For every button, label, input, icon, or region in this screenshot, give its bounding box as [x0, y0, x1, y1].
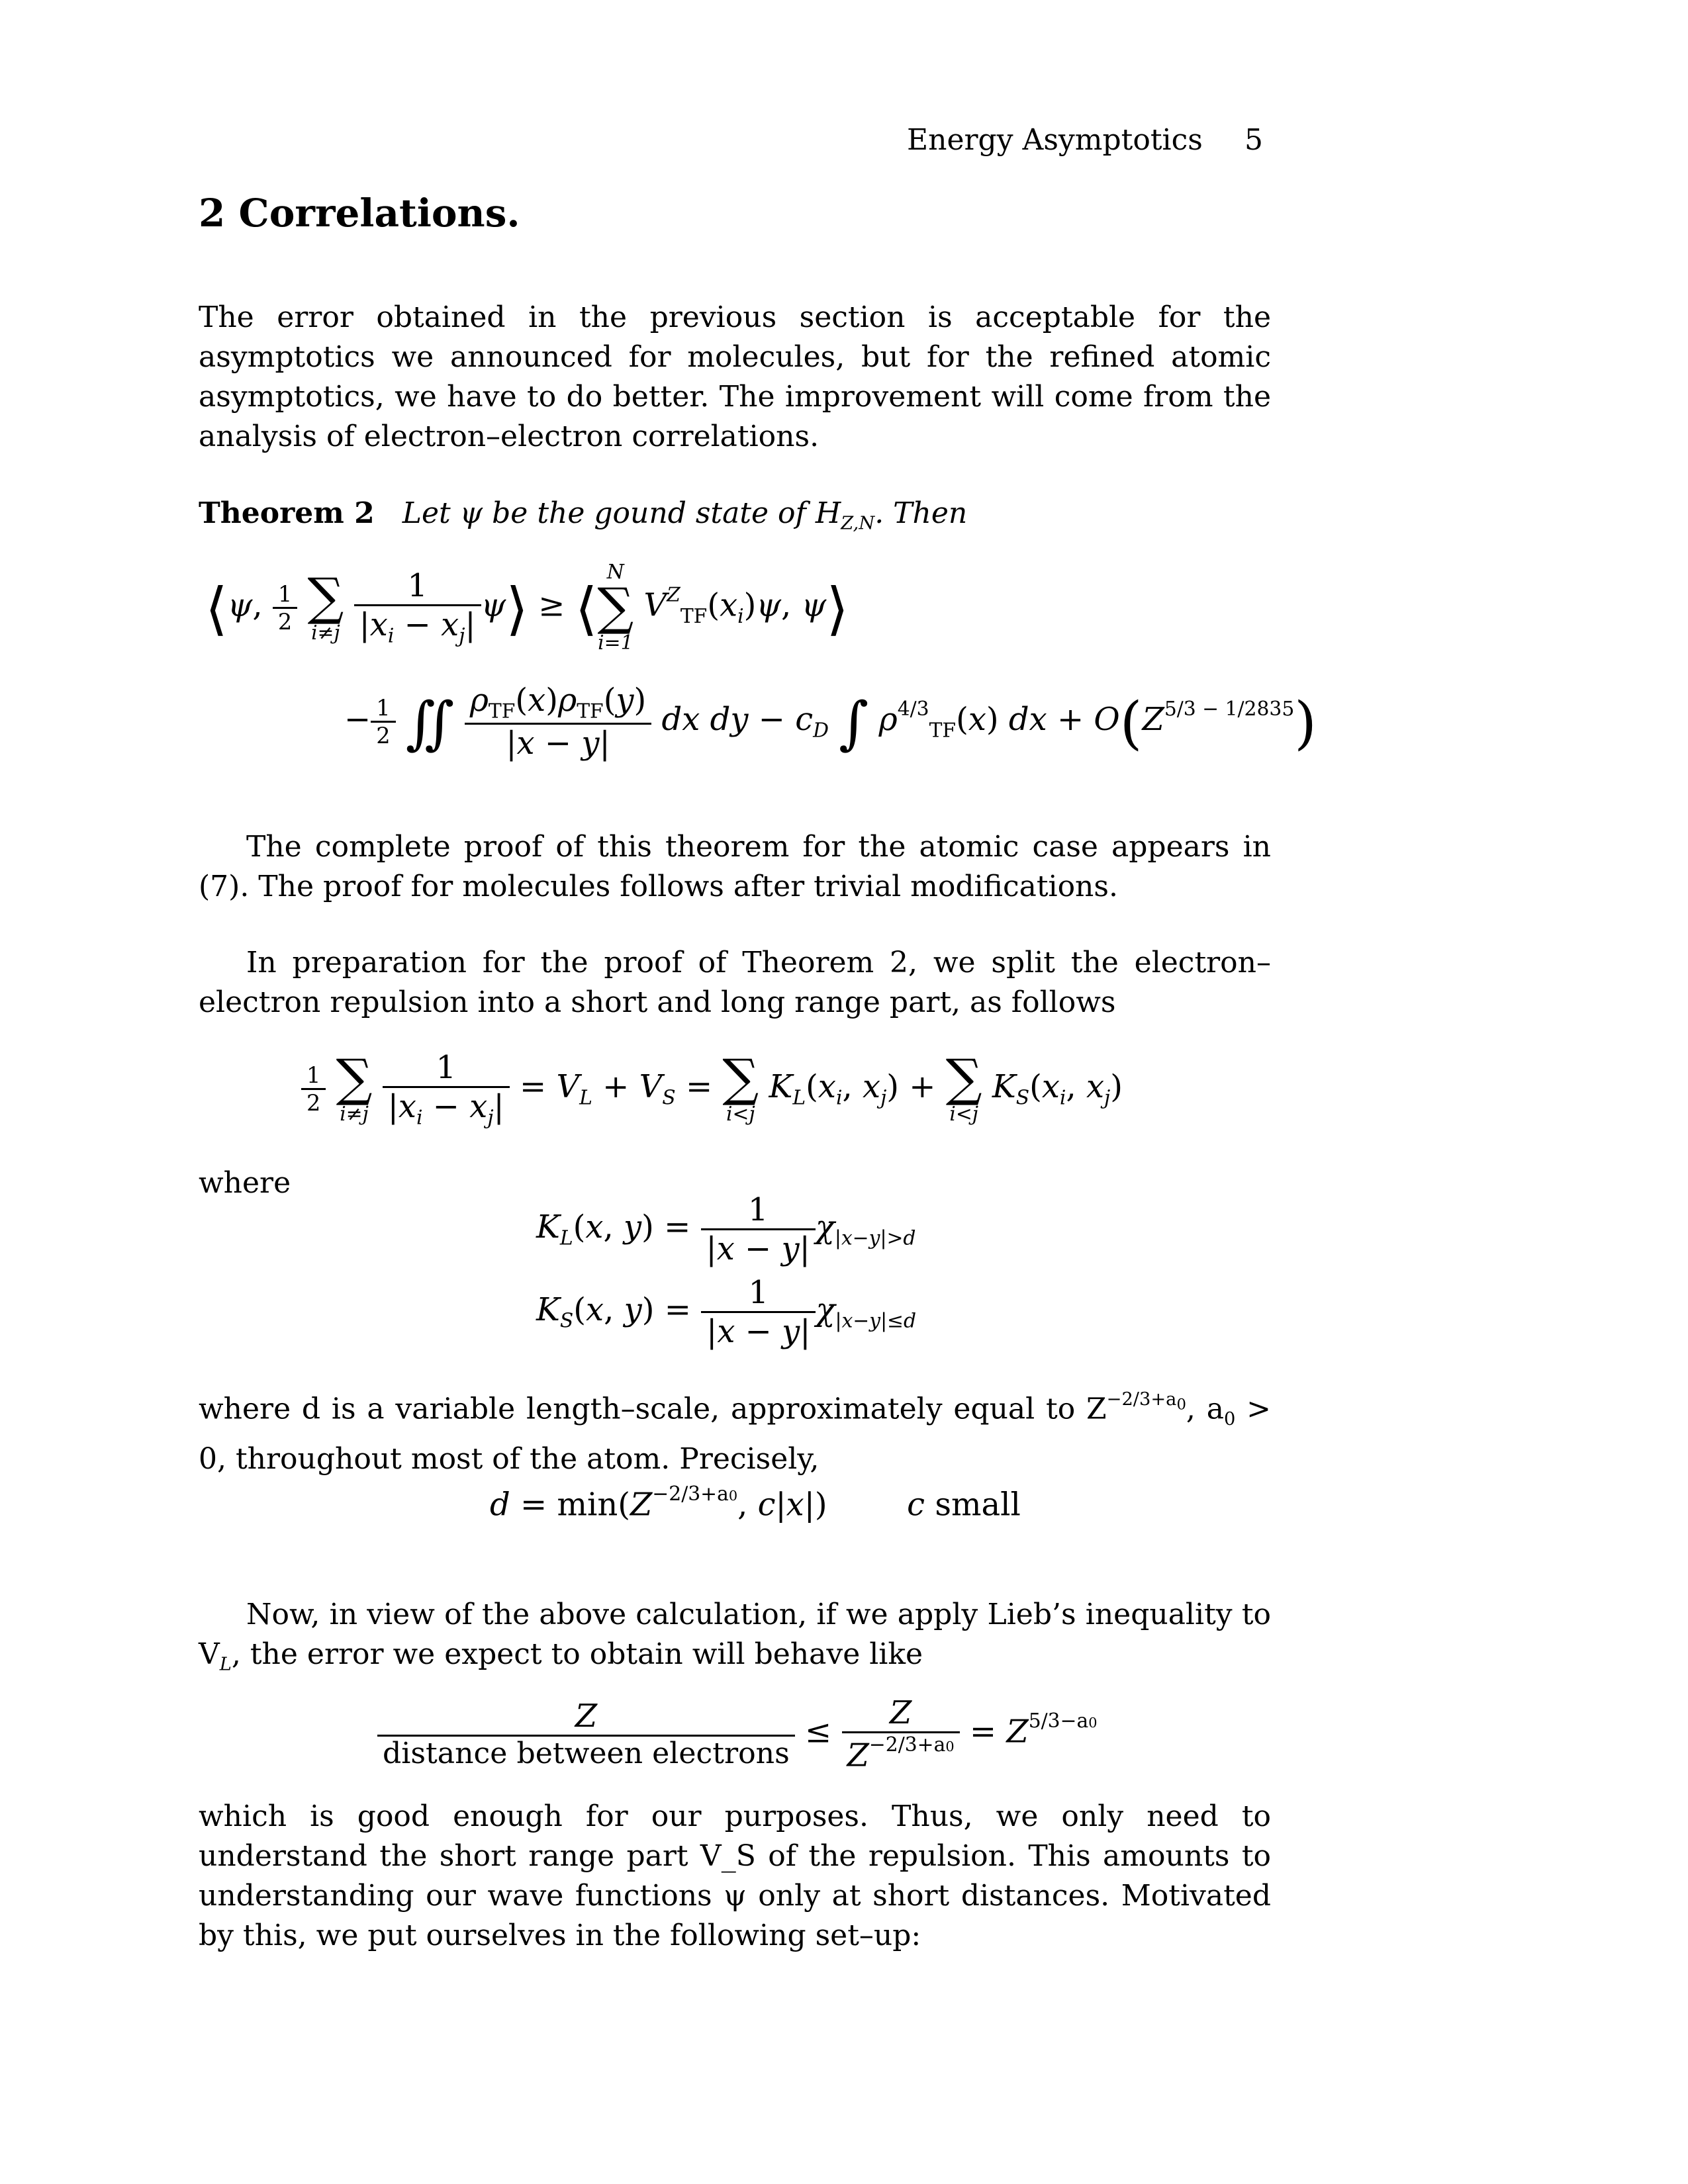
split-equation: $\frac{1}{2}$ ∑ i≠j $\frac{1}{|x_i - x_j|}$ = $V_L + V_S$ = ∑ i<j $K_L(x_i$, $x_j$) + ∑ i<j $K_S(x_i$, $x_j$): [301, 1049, 1123, 1129]
paragraph-intro: The error obtained in the previous section is acceptable for the asymptotics we announced for molecules, but for the refined atomic asymptotics, we have to do better. The improvement will come from the analysis of electron–electron correlations.: [199, 300, 1271, 453]
c-small-label: small: [935, 1486, 1021, 1524]
running-title: Energy Asymptotics: [907, 123, 1203, 157]
section-title: 2 Correlations.: [199, 191, 520, 236]
d-equation: $d = \min(Z^{-2/3+a0}$, c|x|) c small: [490, 1482, 1021, 1524]
theorem-statement: Theorem 2 Let ψ be the gound state of $H_{Z,N}$. Then: [199, 496, 968, 534]
ks-definition: $K_S(x$, y) = $\frac{1}{|x - y|}$ $\chi_{|x-y|\le d}$: [536, 1274, 917, 1350]
theorem-equation-line-2: − $\frac{1}{2}$ ∬ $\frac{\rho_{TF}(x)\rho_{TF}(y)}{|x - y|}$ dx dy − $c_D$ ∫ $\rho^{4/3}_{TF}(x)$ dx + $O(Z^{5/3 - 1/2835})$: [344, 682, 1317, 762]
paragraph-proof-reference: The complete proof of this theorem for the atomic case appears in (7). The proof for molecules follows after trivial modifications.: [199, 830, 1271, 903]
theorem-label: Theorem 2: [199, 496, 375, 530]
kl-definition: $K_L(x$, y) = $\frac{1}{|x - y|}$ $\chi_{|x-y|>d}$: [536, 1191, 916, 1267]
where-label: where: [199, 1166, 291, 1200]
paragraph-preparation: In preparation for the proof of Theorem 2, we split the electron–electron repulsion into a short and long range part, as follows: [199, 946, 1271, 1019]
paragraph-short-range: which is good enough for our purposes. Thus, we only need to understand the short range part V_S of the repulsion. This amounts to understanding our wave functions ψ only at short distances. Motivated by this, we put ourselves in the following set–up:: [199, 1799, 1271, 1952]
theorem-equation-line-1: ⟨ψ, $\frac{1}{2}$ ∑ i≠j $\frac{1}{|x_i - x_j|}$ ψ⟩ ≥ ⟨ N ∑ i=1 $V^Z_{TF}(x_i)\psi$, ψ⟩: [205, 561, 849, 655]
theorem-text-b: . Then: [874, 496, 968, 530]
theorem-text-a: Let ψ be the gound state of: [402, 496, 816, 530]
paragraph-lieb-inequality: Now, in view of the above calculation, if we apply Lieb’s inequality to $V_L$, the error we expect to obtain will behave like: [199, 1598, 1271, 1675]
page-number: 5: [1244, 123, 1263, 157]
paragraph-length-scale: where d is a variable length–scale, approximately equal to $Z^{-2/3+a_0}$, $a_0 > 0$, throughout most of the atom. Precisely,: [199, 1389, 1271, 1476]
distance-text: distance between electrons: [383, 1737, 790, 1771]
error-estimate-equation: $\frac{Z}{\text{distance between electrons}}$ ≤ $\frac{Z}{Z^{-2/3+a0}}$ = $Z^{5/3-a0}$: [377, 1694, 1098, 1774]
